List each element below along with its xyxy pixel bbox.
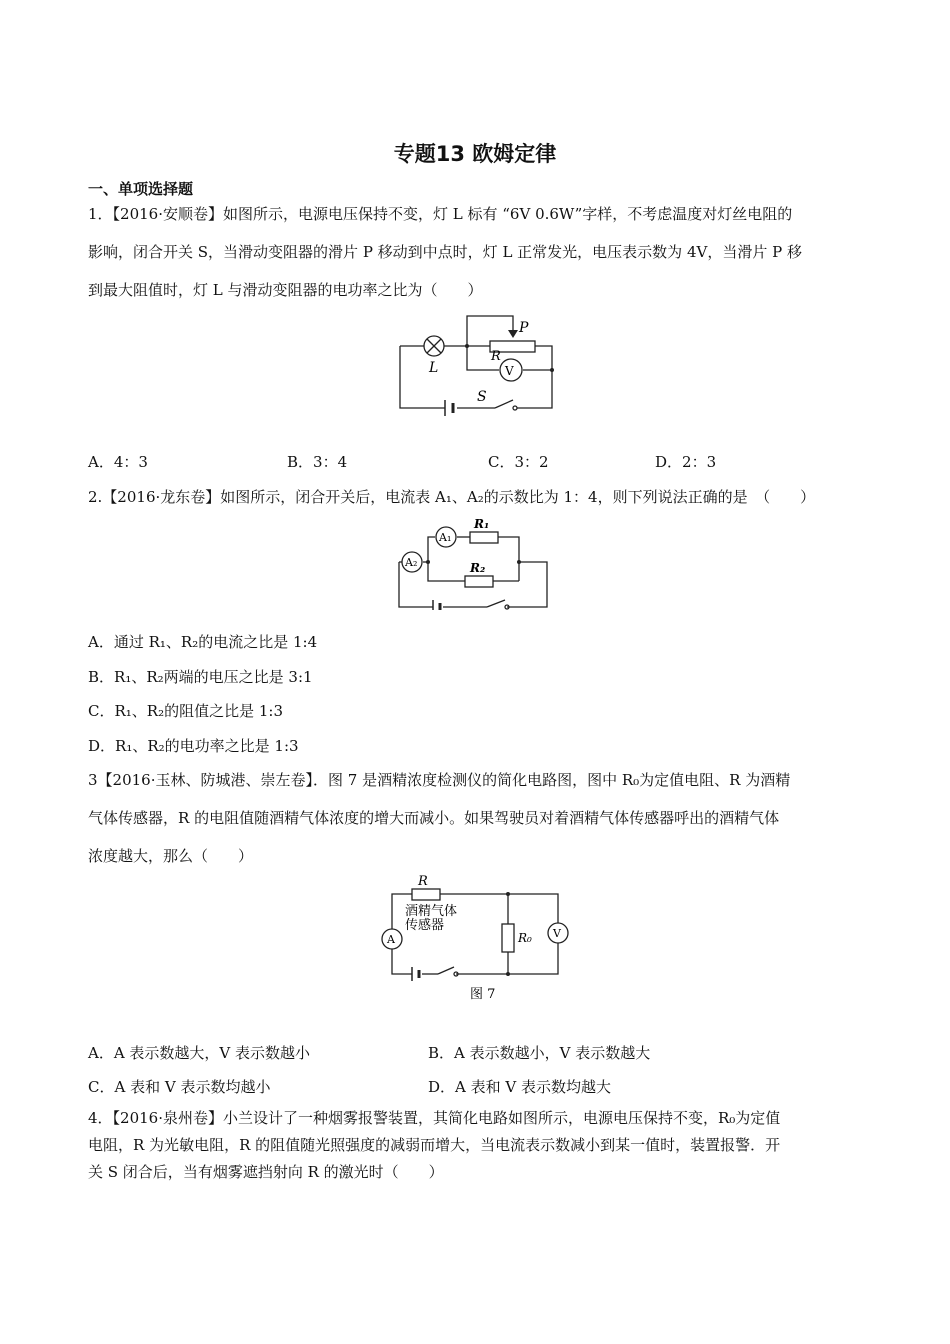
q2-label-a1: A₁ (439, 531, 452, 544)
q3-text-line2: 气体传感器，R 的电阻值随酒精气体浓度的增大而减小。如果驾驶员对着酒精气体传感器呼出的酒精气体 (88, 809, 780, 827)
q4-text-line3: 关 S 闭合后，当有烟雾遮挡射向 R 的激光时（ ） (88, 1163, 444, 1181)
q2-text-line1: 2.【2016·龙东卷】如图所示，闭合开关后，电流表 A₁、A₂的示数比为 1：4，则下列说法正确的是 （ ） (88, 488, 816, 506)
q3-option-a: A．A 表示数越大，V 表示数越小 (88, 1044, 311, 1062)
q2-label-r2: R₂ (470, 561, 486, 575)
q2-option-a: A．通过 R₁、R₂的电流之比是 1:4 (88, 633, 318, 651)
page-title: 专题13 欧姆定律 (393, 142, 557, 166)
q3-label-v: V (553, 927, 561, 940)
q3-option-b: B．A 表示数越小，V 表示数越大 (428, 1044, 651, 1062)
q1-option-c: C．3：2 (488, 453, 549, 471)
q1-option-d: D．2：3 (655, 453, 717, 471)
q3-circuit-diagram (350, 872, 580, 1007)
q3-sensor-label-line2: 传感器 (405, 918, 445, 933)
q4-text-line1: 4．【2016·泉州卷】小兰设计了一种烟雾报警装置，其简化电路如图所示，电源电压保持不变，R₀为定值 (88, 1109, 781, 1127)
q1-option-b: B．3：4 (287, 453, 348, 471)
q1-label-s: S (477, 389, 487, 405)
q1-label-p: P (519, 320, 529, 336)
q1-label-v: V (505, 364, 514, 378)
q1-option-a: A．4：3 (88, 453, 148, 471)
q1-text-line2: 影响，闭合开关 S，当滑动变阻器的滑片 P 移动到中点时，灯 L 正常发光，电压表示数为 4V，当滑片 P 移 (88, 243, 802, 261)
section-heading: 一、单项选择题 (88, 180, 194, 198)
q3-label-r0: R₀ (518, 931, 532, 945)
q1-circuit-diagram (395, 308, 560, 423)
q2-option-b: B．R₁、R₂两端的电压之比是 3:1 (88, 668, 313, 686)
q1-label-r: R (491, 349, 501, 364)
q3-text-line1: 3【2016·玉林、防城港、崇左卷】．图 7 是酒精浓度检测仪的简化电路图，图中 R₀为定值电阻、R 为酒精 (88, 771, 791, 789)
q3-label-a: A (387, 933, 395, 946)
q3-text-line3: 浓度越大，那么（ ） (88, 847, 254, 865)
q1-text-line3: 到最大阻值时，灯 L 与滑动变阻器的电功率之比为（ ） (88, 281, 483, 299)
q2-option-c: C．R₁、R₂的阻值之比是 1:3 (88, 702, 284, 720)
q2-circuit-diagram (395, 515, 555, 610)
q2-label-a2: A₂ (405, 556, 418, 569)
q3-option-d: D．A 表和 V 表示数均越大 (428, 1078, 611, 1096)
q3-label-r: R (418, 874, 428, 889)
q3-figure-caption: 图 7 (470, 987, 496, 1002)
q2-label-r1: R₁ (474, 517, 490, 531)
q2-option-d: D．R₁、R₂的电功率之比是 1:3 (88, 737, 299, 755)
q4-text-line2: 电阻，R 为光敏电阻，R 的阻值随光照强度的减弱而增大，当电流表示数减小到某一值时，装置报警．开 (88, 1136, 781, 1154)
q3-option-c: C．A 表和 V 表示数均越小 (88, 1078, 271, 1096)
q1-text-line1: 1．【2016·安顺卷】如图所示，电源电压保持不变，灯 L 标有 “6V 0.6W”字样，不考虑温度对灯丝电阻的 (88, 205, 793, 223)
q1-label-l: L (429, 360, 439, 376)
q3-sensor-label-line1: 酒精气体 (405, 904, 458, 919)
